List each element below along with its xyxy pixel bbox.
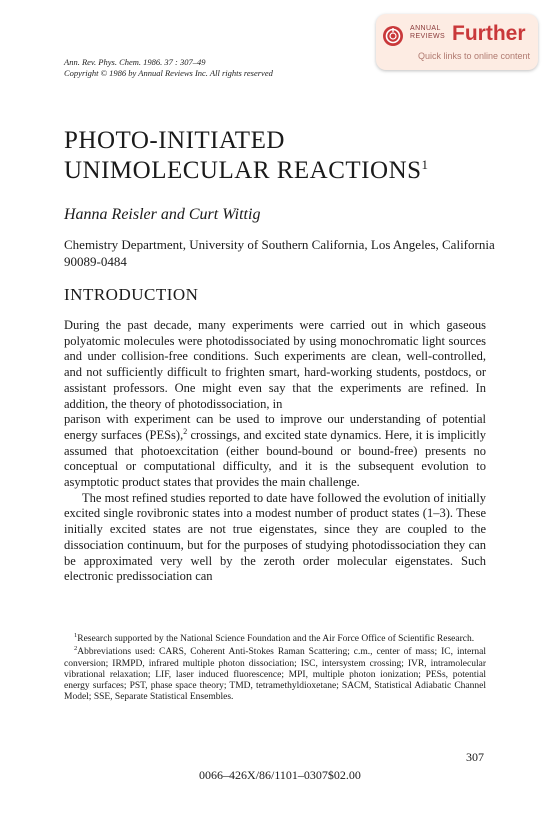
annual-reviews-logo-icon: [383, 26, 403, 46]
document-code: 0066–426X/86/1101–0307$02.00: [199, 768, 361, 782]
paragraph-1-part-c: crossings, and excited state dynamics. Here, it is implicitly assumed that photoexcitation (either bound-bound or bound-free) presents no conceptual or computational difficulty, and it is the subsequent evolution to asymptotic product states that provides the main challenge.: [64, 427, 486, 490]
body-text: [64, 318, 486, 585]
footnote-1-text: Research supported by the National Science Foundation and the Air Force Office of Scientific Research.: [77, 634, 475, 644]
footnote-2-text: Abbreviations used: CARS, Coherent Anti-Stokes Raman Scattering; c.m., center of mass; IC, internal conversion; IRMPD, infrared multiple photon dissociation; ISC, intersystem crossing; IVR, intramolecular vibrational relaxation; LIF, laser induced fluorescence; MPI, multiple photon ionization; PESs, potential energy surfaces; PST, phase space theory; TMD, tetramethyldioxetane; SACM, Statistical Adiabatic Channel Model; SSE, Separate Statistical Ensembles.: [64, 647, 486, 703]
footnote-2: [64, 647, 486, 703]
footnote-1: [64, 631, 486, 645]
footnotes: [64, 631, 486, 706]
authors: Hanna Reisler and Curt Wittig: [64, 206, 261, 223]
journal-citation: Ann. Rev. Phys. Chem. 1986. 37 : 307–49: [64, 57, 206, 67]
journal-citation-block: [64, 57, 273, 79]
article-title: [64, 126, 429, 186]
badge-subtitle: Quick links to online content: [418, 51, 531, 61]
badge-further-text: Further: [452, 22, 526, 45]
paragraph-2: The most refined studies reported to date have followed the evolution of initially excited single rovibronic states into a modest number of product states (1–3). These initially excited states are not true eigenstates, since they are coupled to the dissociation continuum, but for the purposes of studying photodissociation they can be approximated very well by the zeroth order molecular eigenstates. Such electronic predissociation can: [64, 490, 486, 584]
footnote-2-mark: 2: [74, 645, 78, 653]
badge-annual-reviews-text: ANNUAL REVIEWS: [410, 25, 446, 40]
further-links-badge[interactable]: [376, 14, 538, 70]
paragraph-1-part-b: parison with experiment can be used to improve our understanding of potential energy surfaces (PESs),: [64, 412, 486, 442]
paragraph-1: [64, 318, 486, 491]
copyright-line: Copyright © 1986 by Annual Reviews Inc. All rights reserved: [64, 68, 273, 78]
footnote-mark-2: 2: [183, 426, 188, 436]
title-line-2: UNIMOLECULAR REACTIONS: [64, 157, 422, 184]
page-number: 307: [466, 750, 484, 764]
affiliation: Chemistry Department, University of Southern California, Los Angeles, California 90089-0484: [64, 237, 495, 269]
footnote-1-mark: 1: [74, 631, 78, 639]
title-line-1: PHOTO-INITIATED: [64, 127, 285, 154]
section-heading-introduction: INTRODUCTION: [64, 285, 199, 304]
title-footnote-mark: 1: [421, 157, 429, 172]
paragraph-1-part-a: During the past decade, many experiments were carried out in which gaseous polyatomic molecules were photodissociated by using monochromatic light sources and under collision-free conditions. Such experiments are clean, well-controlled, and not sufficiently difficult to frighten smart, hard-working students, postdocs, or assistant professors. One might even say that the experiments are refined. In addition, the theory of photodissociation, in: [64, 318, 486, 411]
